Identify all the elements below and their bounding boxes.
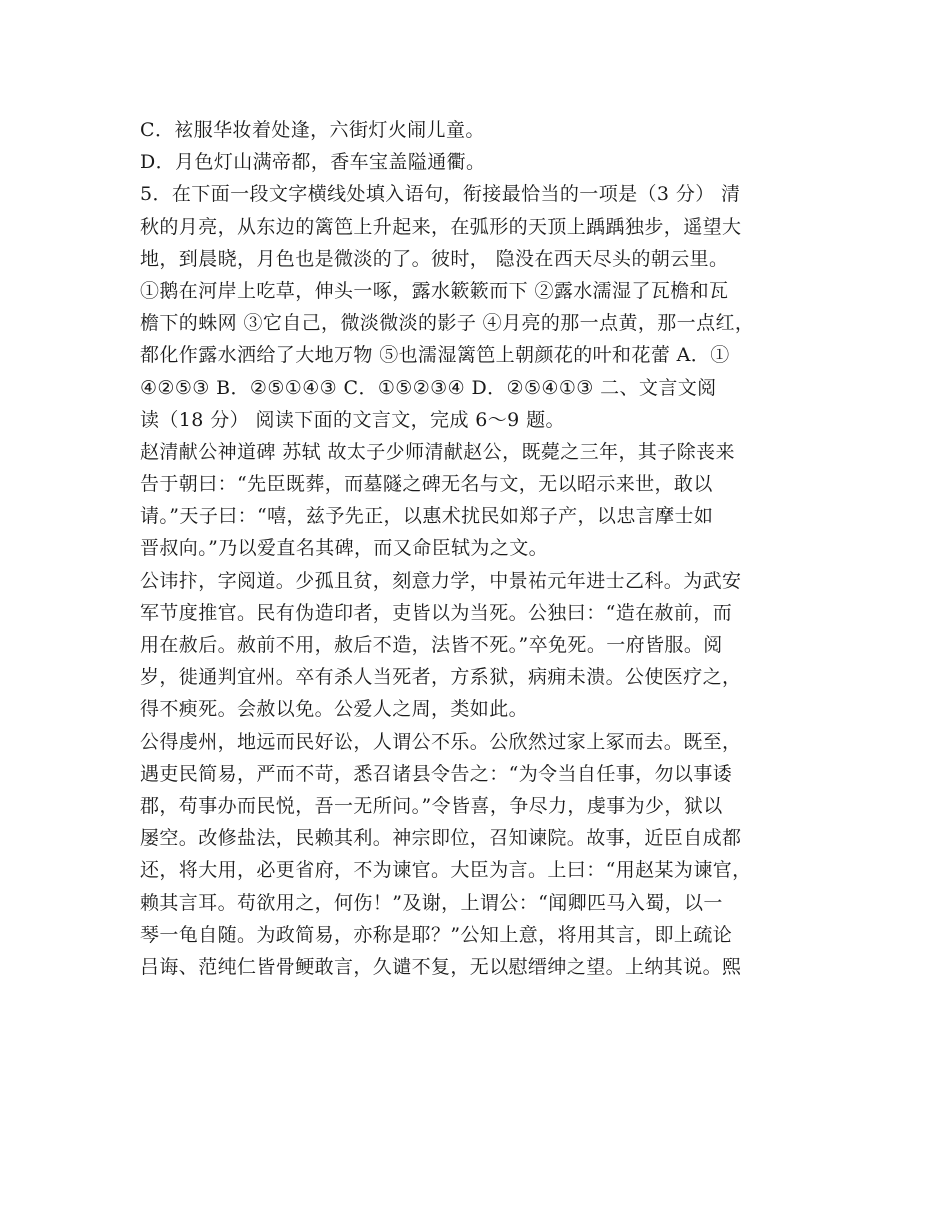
text-line: 檐下的蛛网 ③它自己，微淡微淡的影子 ④月亮的那一点黄，那一点红， — [140, 312, 755, 335]
text-line: C．袨服华妆着处逢，六街灯火闹儿童。 — [140, 119, 485, 141]
text-line: 屡空。改修盐法，民赖其利。神宗即位，召知谏院。故事，近臣自成都 — [140, 827, 742, 850]
text-line: 赖其言耳。苟欲用之，何伤！”及谢，上谓公：“闻卿匹马入蜀，以一 — [140, 891, 723, 914]
text-line: 还，将大用，必更省府，不为谏官。大臣为言。上曰：“用赵某为谏官， — [140, 859, 752, 882]
text-line: 岁，徙通判宜州。卒有杀人当死者，方系狱，病痈未溃。公使医疗之， — [140, 666, 742, 689]
text-line: 5．在下面一段文字横线处填入语句，衔接最恰当的一项是（3 分） 清 — [140, 183, 741, 206]
text-line: 公得虔州，地远而民好讼，人谓公不乐。公欣然过家上冢而去。既至， — [140, 730, 742, 753]
text-line: 吕诲、范纯仁皆骨鲠敢言，久谴不复，无以慰缙绅之望。上纳其说。熙 — [140, 955, 742, 978]
text-line: 遇吏民简易，严而不苛，悉召诸县令告之：“为令当自任事，勿以事诿 — [140, 762, 733, 785]
text-line: 都化作露水洒给了大地万物 ⑤也濡湿篱笆上朝颜花的叶和花蕾 A．① — [140, 344, 730, 367]
text-line: 告于朝曰：“先臣既葬，而墓隧之碑无名与文，无以昭示来世，敢以 — [140, 473, 713, 496]
text-line: 琴一龟自随。为政简易，亦称是耶？”公知上意，将用其言，即上疏论 — [140, 923, 733, 946]
text-line: 请。”天子曰：“嘻，兹予先正，以惠术扰民如郑子产，以忠言摩士如 — [140, 505, 714, 528]
text-line: 读（18 分） 阅读下面的文言文，完成 6～9 题。 — [140, 408, 565, 431]
text-line: 军节度推官。民有伪造印者，吏皆以为当死。公独曰：“造在赦前，而 — [140, 601, 733, 624]
text-line: 晋叔向。”乃以爱直名其碑，而又命臣轼为之文。 — [140, 537, 549, 560]
text-line: 公讳抃，字阅道。少孤且贫，刻意力学，中景祐元年进士乙科。为武安 — [140, 569, 742, 592]
text-line: 秋的月亮，从东边的篱笆上升起来，在弧形的天顶上踽踽独步，遥望大 — [140, 215, 742, 238]
text-line: ①鹅在河岸上吃草，伸头一啄，露水簌簌而下 ②露水濡湿了瓦檐和瓦 — [140, 279, 729, 302]
text-line: ④②⑤③ B．②⑤①④③ C．①⑤②③④ D．②⑤④①③ 二、文言文阅 — [140, 376, 717, 399]
document-page — [140, 114, 840, 983]
text-line: 得不瘐死。会赦以免。公爱人之周，类如此。 — [140, 698, 529, 721]
text-line: 地，到晨晓，月色也是微淡的了。彼时， 隐没在西天尽头的朝云里。 — [140, 247, 729, 270]
text-line: 郡，苟事办而民悦，吾一无所问。”令皆喜，争尽力，虔事为少，狱以 — [140, 794, 723, 817]
text-line: 用在赦后。赦前不用，赦后不造，法皆不死。”卒免死。一府皆服。阅 — [140, 634, 723, 656]
text-line: D．月色灯山满帝都，香车宝盖隘通衢。 — [140, 151, 486, 174]
text-line: 赵清献公神道碑 苏轼 故太子少师清献赵公，既薨之三年，其子除丧来 — [140, 440, 735, 463]
